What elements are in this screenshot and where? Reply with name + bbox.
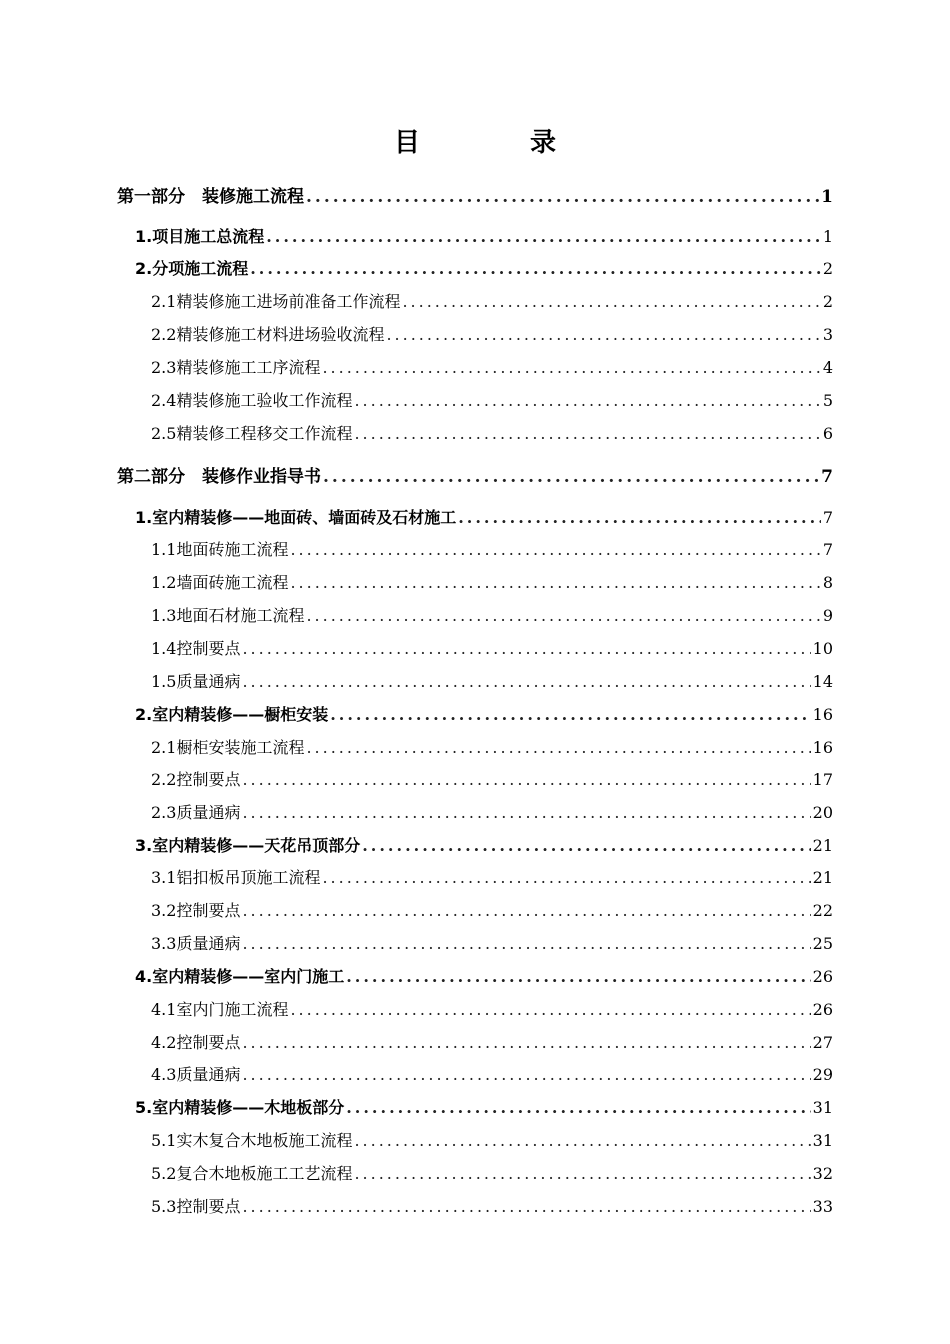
- toc-entry-label: 2.3精装修施工工序流程: [151, 358, 321, 377]
- toc-entry-page-number: 6: [822, 424, 833, 443]
- toc-entry-page-number: 3: [822, 325, 833, 344]
- toc-entry-page-number: 26: [812, 1000, 833, 1019]
- toc-entry-label: 2.1橱柜安装施工流程: [151, 738, 305, 757]
- toc-entry-label: 4.3质量通病: [151, 1065, 241, 1084]
- toc-entry-label: 3.室内精装修——天花吊顶部分: [135, 836, 361, 855]
- toc-entry-label: 5.1实木复合木地板施工流程: [151, 1131, 353, 1150]
- toc-leader-dots: [290, 540, 820, 559]
- toc-entry[interactable]: [151, 1030, 833, 1053]
- toc-entry-page-number: 9: [822, 606, 833, 625]
- toc-entry[interactable]: [151, 355, 833, 378]
- toc-entry-label: 2.3质量通病: [151, 803, 241, 822]
- toc-entry[interactable]: [135, 702, 833, 725]
- toc-entry[interactable]: [151, 570, 833, 593]
- toc-entry-page-number: 27: [812, 1033, 833, 1052]
- toc-entry[interactable]: [151, 421, 833, 444]
- toc-entry-page-number: 32: [812, 1164, 833, 1183]
- toc-entry[interactable]: [151, 322, 833, 345]
- toc-leader-dots: [306, 187, 819, 207]
- toc-entry[interactable]: [117, 182, 833, 207]
- toc-leader-dots: [386, 325, 820, 344]
- toc-title: 目 录: [393, 128, 598, 158]
- toc-entry-label: 2.室内精装修——橱柜安装: [135, 705, 329, 724]
- toc-entry[interactable]: [135, 256, 833, 279]
- toc-entry-page-number: 17: [812, 770, 833, 789]
- toc-leader-dots: [242, 1197, 810, 1216]
- toc-entry-label: 1.2墙面砖施工流程: [151, 573, 289, 592]
- toc-leader-dots: [306, 738, 810, 757]
- toc-entry[interactable]: [151, 1194, 833, 1217]
- toc-leader-dots: [242, 672, 810, 691]
- toc-entry-label: 2.1精装修施工进场前准备工作流程: [151, 292, 401, 311]
- toc-leader-dots: [322, 868, 810, 887]
- toc-entry-label: 2.2控制要点: [151, 770, 241, 789]
- toc-entry-label: 2.4精装修施工验收工作流程: [151, 391, 353, 410]
- toc-leader-dots: [266, 227, 821, 246]
- toc-entry-page-number: 20: [812, 803, 833, 822]
- toc-entry-page-number: 4: [822, 358, 833, 377]
- toc-entry-page-number: 25: [812, 934, 833, 953]
- toc-entry[interactable]: [151, 800, 833, 823]
- toc-entry-label: 3.2控制要点: [151, 901, 241, 920]
- toc-entry-page-number: 16: [812, 705, 833, 724]
- toc-leader-dots: [362, 836, 810, 855]
- toc-entry-page-number: 33: [812, 1197, 833, 1216]
- toc-entry[interactable]: [151, 898, 833, 921]
- toc-entry-label: 1.5质量通病: [151, 672, 241, 691]
- toc-entry[interactable]: [117, 462, 833, 487]
- toc-entry[interactable]: [151, 931, 833, 954]
- toc-entry[interactable]: [151, 767, 833, 790]
- toc-leader-dots: [458, 508, 821, 527]
- toc-entry-page-number: 1: [821, 187, 833, 207]
- toc-entry-label: 1.1地面砖施工流程: [151, 540, 289, 559]
- toc-entry-label: 1.3地面石材施工流程: [151, 606, 305, 625]
- toc-leader-dots: [346, 1098, 810, 1117]
- toc-leader-dots: [354, 1164, 810, 1183]
- toc-leader-dots: [354, 424, 820, 443]
- toc-leader-dots: [346, 967, 810, 986]
- toc-entry[interactable]: [151, 537, 833, 560]
- toc-leader-dots: [242, 639, 810, 658]
- toc-leader-dots: [242, 1065, 810, 1084]
- toc-entry-page-number: 2: [822, 292, 833, 311]
- toc-entry[interactable]: [135, 505, 833, 528]
- toc-entry-label: 2.2精装修施工材料进场验收流程: [151, 325, 385, 344]
- toc-entry-page-number: 10: [812, 639, 833, 658]
- toc-entry-label: 1.室内精装修——地面砖、墙面砖及石材施工: [135, 508, 457, 527]
- toc-entry-page-number: 7: [821, 467, 833, 487]
- toc-entry-page-number: 26: [812, 967, 833, 986]
- toc-entry-page-number: 31: [812, 1131, 833, 1150]
- toc-entry[interactable]: [151, 289, 833, 312]
- toc-entry[interactable]: [151, 603, 833, 626]
- toc-entry-page-number: 22: [812, 901, 833, 920]
- toc-leader-dots: [323, 467, 819, 487]
- toc-entry[interactable]: [151, 1128, 833, 1151]
- toc-leader-dots: [354, 1131, 810, 1150]
- toc-leader-dots: [290, 1000, 810, 1019]
- toc-entry[interactable]: [151, 636, 833, 659]
- toc-entry-page-number: 31: [812, 1098, 833, 1117]
- toc-entry-page-number: 8: [822, 573, 833, 592]
- toc-leader-dots: [250, 259, 821, 278]
- toc-leader-dots: [242, 803, 810, 822]
- toc-entry-label: 1.项目施工总流程: [135, 227, 265, 246]
- toc-entry-label: 5.室内精装修——木地板部分: [135, 1098, 345, 1117]
- toc-entry[interactable]: [135, 1095, 833, 1118]
- toc-entry[interactable]: [151, 997, 833, 1020]
- toc-entry[interactable]: [151, 388, 833, 411]
- toc-entry-page-number: 7: [822, 540, 833, 559]
- toc-leader-dots: [322, 358, 820, 377]
- toc-entry-label: 2.5精装修工程移交工作流程: [151, 424, 353, 443]
- toc-entry-label: 1.4控制要点: [151, 639, 241, 658]
- toc-entry-label: 5.3控制要点: [151, 1197, 241, 1216]
- toc-entry[interactable]: [151, 669, 833, 692]
- toc-entry-page-number: 1: [822, 227, 833, 246]
- toc-entry-label: 2.分项施工流程: [135, 259, 249, 278]
- toc-entry-label: 4.2控制要点: [151, 1033, 241, 1052]
- toc-entry-page-number: 21: [812, 868, 833, 887]
- toc-entry-label: 3.1铝扣板吊顶施工流程: [151, 868, 321, 887]
- toc-entry[interactable]: [151, 865, 833, 888]
- toc-entry-label: 4.1室内门施工流程: [151, 1000, 289, 1019]
- toc-leader-dots: [330, 705, 810, 724]
- toc-entry-page-number: 2: [822, 259, 833, 278]
- toc-leader-dots: [354, 391, 820, 410]
- toc-entry-page-number: 16: [812, 738, 833, 757]
- toc-entry-label: 4.室内精装修——室内门施工: [135, 967, 345, 986]
- toc-leader-dots: [242, 1033, 810, 1052]
- toc-entry-page-number: 29: [812, 1065, 833, 1084]
- toc-entry[interactable]: [135, 224, 833, 247]
- toc-leader-dots: [242, 901, 810, 920]
- toc-leader-dots: [242, 934, 810, 953]
- toc-entry[interactable]: [151, 1062, 833, 1085]
- toc-leader-dots: [290, 573, 820, 592]
- toc-entry-page-number: 7: [822, 508, 833, 527]
- toc-entry[interactable]: [135, 833, 833, 856]
- toc-entry-label: 5.2复合木地板施工工艺流程: [151, 1164, 353, 1183]
- toc-entry[interactable]: [151, 735, 833, 758]
- toc-leader-dots: [242, 770, 810, 789]
- toc-entry-page-number: 14: [812, 672, 833, 691]
- toc-entry-label: 第二部分 装修作业指导书: [117, 467, 321, 487]
- toc-leader-dots: [306, 606, 820, 625]
- toc-entry-label: 第一部分 装修施工流程: [117, 187, 304, 207]
- toc-leader-dots: [402, 292, 820, 311]
- toc-entry[interactable]: [151, 1161, 833, 1184]
- toc-entry-label: 3.3质量通病: [151, 934, 241, 953]
- toc-entry[interactable]: [135, 964, 833, 987]
- toc-entry-page-number: 5: [822, 391, 833, 410]
- toc-entry-page-number: 21: [812, 836, 833, 855]
